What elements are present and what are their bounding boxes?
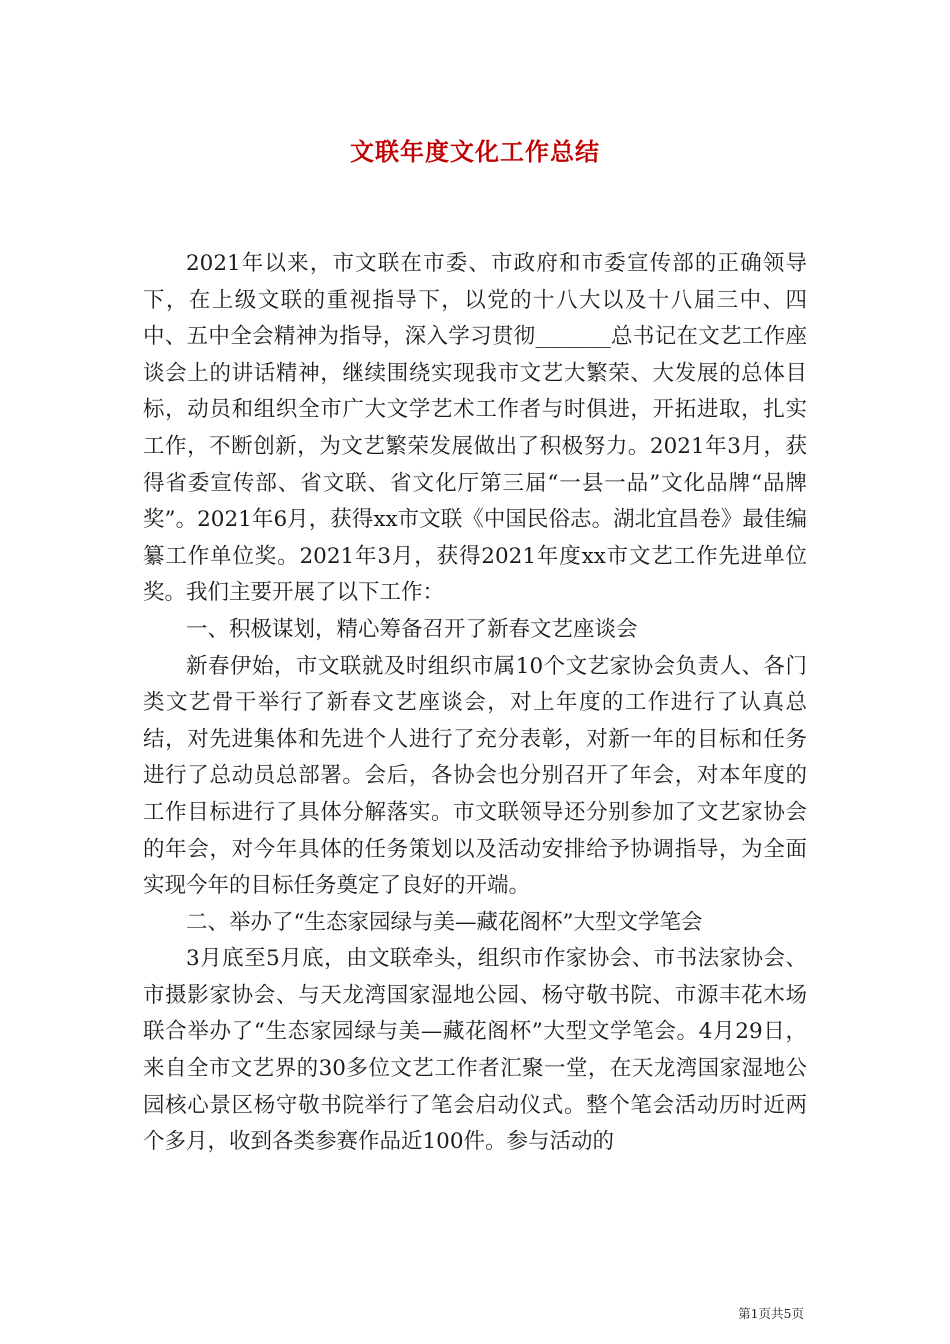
section-heading-2: 二、举办了“生态家园绿与美—藏花阁杯”大型文学笔会 xyxy=(186,909,703,935)
document-body xyxy=(143,246,807,1161)
section-heading-1: 一、积极谋划，精心筹备召开了新春文艺座谈会 xyxy=(186,616,638,642)
intro-paragraph: 2021年以来，市文联在市委、市政府和市委宣传部的正确领导下，在上级文联的重视指导下，以党的十八大以及十八届三中、四中、五中全会精神为指导，深入学习贯彻_______总书记在文艺工作座谈会上的讲话精神，继续围绕实现我市文艺大繁荣、大发展的总体目标，动员和组织全市广大文学艺术工作者与时俱进，开拓进取，扎实工作，不断创新，为文艺繁荣发展做出了积极努力。2021年3月，获得省委宣传部、省文联、省文化厅第三届“一县一品”文化品牌“品牌奖”。2021年6月，获得xx市文联《中国民俗志。湖北宜昌卷》最佳编纂工作单位奖。2021年3月，获得2021年度xx市文艺工作先进单位奖。我们主要开展了以下工作： xyxy=(143,251,807,606)
section-paragraph-2: 3月底至5月底，由文联牵头，组织市作家协会、市书法家协会、市摄影家协会、与天龙湾国家湿地公园、杨守敬书院、市源丰花木场联合举办了“生态家园绿与美—藏花阁杯”大型文学笔会。4月29日，来自全市文艺界的30多位文艺工作者汇聚一堂，在天龙湾国家湿地公园核心景区杨守敬书院举行了笔会启动仪式。整个笔会活动历时近两个多月，收到各类参赛作品近100件。参与活动的 xyxy=(143,946,807,1155)
document-title: 文联年度文化工作总结 xyxy=(350,137,600,166)
section-paragraph-1: 新春伊始，市文联就及时组织市属10个文艺家协会负责人、各门类文艺骨干举行了新春文艺座谈会，对上年度的工作进行了认真总结，对先进集体和先进个人进行了充分表彰，对新一年的目标和任务进行了总动员总部署。会后，各协会也分别召开了年会，对本年度的工作目标进行了具体分解落实。市文联领导还分别参加了文艺家协会的年会，对今年具体的任务策划以及活动安排给予协调指导，为全面实现今年的目标任务奠定了良好的开端。 xyxy=(143,653,807,899)
page-number: 第1页共5页 xyxy=(738,1306,804,1321)
